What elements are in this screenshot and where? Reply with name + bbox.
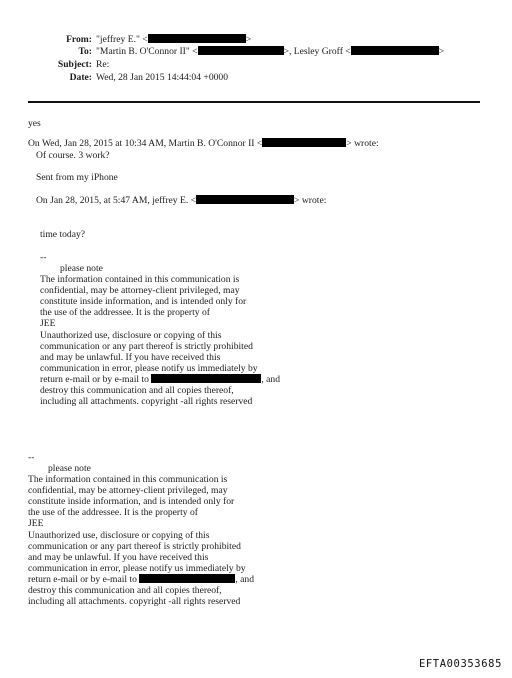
to-label: To: (78, 46, 92, 57)
reply-text: yes (28, 118, 41, 129)
disclaimer-line: including all attachments. copyright -all rights reserved (28, 596, 241, 607)
quote1-text: Of course. 3 work? (36, 150, 110, 161)
disclaimer-line: and may be unlawful. If you have received this (28, 552, 209, 563)
inner-sig-dash: -- (40, 252, 47, 263)
disclaimer-line: JEE (28, 518, 44, 529)
disclaimer-line: the use of the addressee. It is the property of (40, 307, 210, 318)
to-name-1: "Martin B. O'Connor II" < (96, 46, 198, 57)
disclaimer-email-text: return e-mail or by e-mail to (40, 374, 149, 385)
disclaimer-line (40, 374, 280, 385)
redaction-box (139, 574, 235, 583)
subject-value: Re: (96, 59, 110, 70)
disclaimer-line: confidential, may be attorney-client privileged, may (28, 485, 228, 496)
disclaimer-line: communication in error, please notify us immediately by (28, 563, 246, 574)
disclaimer-line: The information contained in this communication is (40, 274, 240, 285)
disclaimer-line: confidential, may be attorney-client privileged, may (40, 285, 240, 296)
quote1-intro: On Wed, Jan 28, 2015 at 10:34 AM, Martin B. O'Connor II < (28, 138, 263, 149)
redaction-box (198, 46, 284, 55)
disclaimer-line: Unauthorized use, disclosure or copying of this (28, 530, 210, 541)
subject-label: Subject: (57, 59, 92, 70)
quote2-intro: On Jan 28, 2015, at 5:47 AM, jeffrey E. < (36, 195, 197, 206)
disclaimer-line: please note (48, 463, 91, 474)
disclaimer-line: including all attachments. copyright -all rights reserved (40, 396, 253, 407)
from-name: "jeffrey E." < (96, 34, 148, 45)
document-id: EFTA00353685 (418, 658, 502, 670)
disclaimer-line: constitute inside information, and is intended only for (28, 496, 235, 507)
to-separator: >, Lesley Groff < (283, 46, 351, 57)
disclaimer-line: communication in error, please notify us immediately by (40, 363, 258, 374)
redaction-box (351, 46, 439, 55)
quote1-wrote: > wrote: (346, 138, 379, 149)
disclaimer-line: destroy this communication and all copies thereof, (28, 585, 222, 596)
disclaimer-line (28, 574, 254, 585)
from-value (96, 34, 251, 45)
to-close: > (438, 46, 445, 57)
disclaimer-line: communication or any part thereof is strictly prohibited (28, 541, 241, 552)
disclaimer-line: Unauthorized use, disclosure or copying of this (40, 330, 222, 341)
quote1-attribution (28, 138, 379, 149)
date-value: Wed, 28 Jan 2015 14:44:04 +0000 (96, 72, 229, 83)
disclaimer-line: the use of the addressee. It is the property of (28, 507, 198, 518)
disclaimer-line: The information contained in this communication is (28, 474, 228, 485)
disclaimer-line: constitute inside information, and is intended only for (40, 296, 247, 307)
quote2-wrote: > wrote: (294, 195, 327, 206)
header-divider (28, 101, 480, 103)
date-label: Date: (69, 72, 92, 83)
to-value (96, 46, 444, 57)
redaction-box (148, 34, 246, 43)
disclaimer-line: please note (60, 263, 103, 274)
from-label: From: (66, 34, 92, 45)
from-close: > (245, 34, 252, 45)
redaction-box (196, 195, 294, 204)
redaction-box (151, 374, 261, 383)
disclaimer-line: and may be unlawful. If you have received this (40, 352, 221, 363)
disclaimer-line: JEE (40, 318, 56, 329)
disclaimer-and: , and (261, 374, 281, 385)
disclaimer-line: destroy this communication and all copies thereof, (40, 385, 234, 396)
disclaimer-email-text: return e-mail or by e-mail to (28, 574, 137, 585)
quote2-text: time today? (40, 229, 86, 240)
outer-sig-dash: -- (28, 452, 35, 463)
sent-from: Sent from my iPhone (36, 172, 118, 183)
quote2-attribution (36, 195, 326, 206)
disclaimer-and: , and (235, 574, 255, 585)
disclaimer-line: communication or any part thereof is strictly prohibited (40, 341, 253, 352)
redaction-box (262, 138, 346, 147)
